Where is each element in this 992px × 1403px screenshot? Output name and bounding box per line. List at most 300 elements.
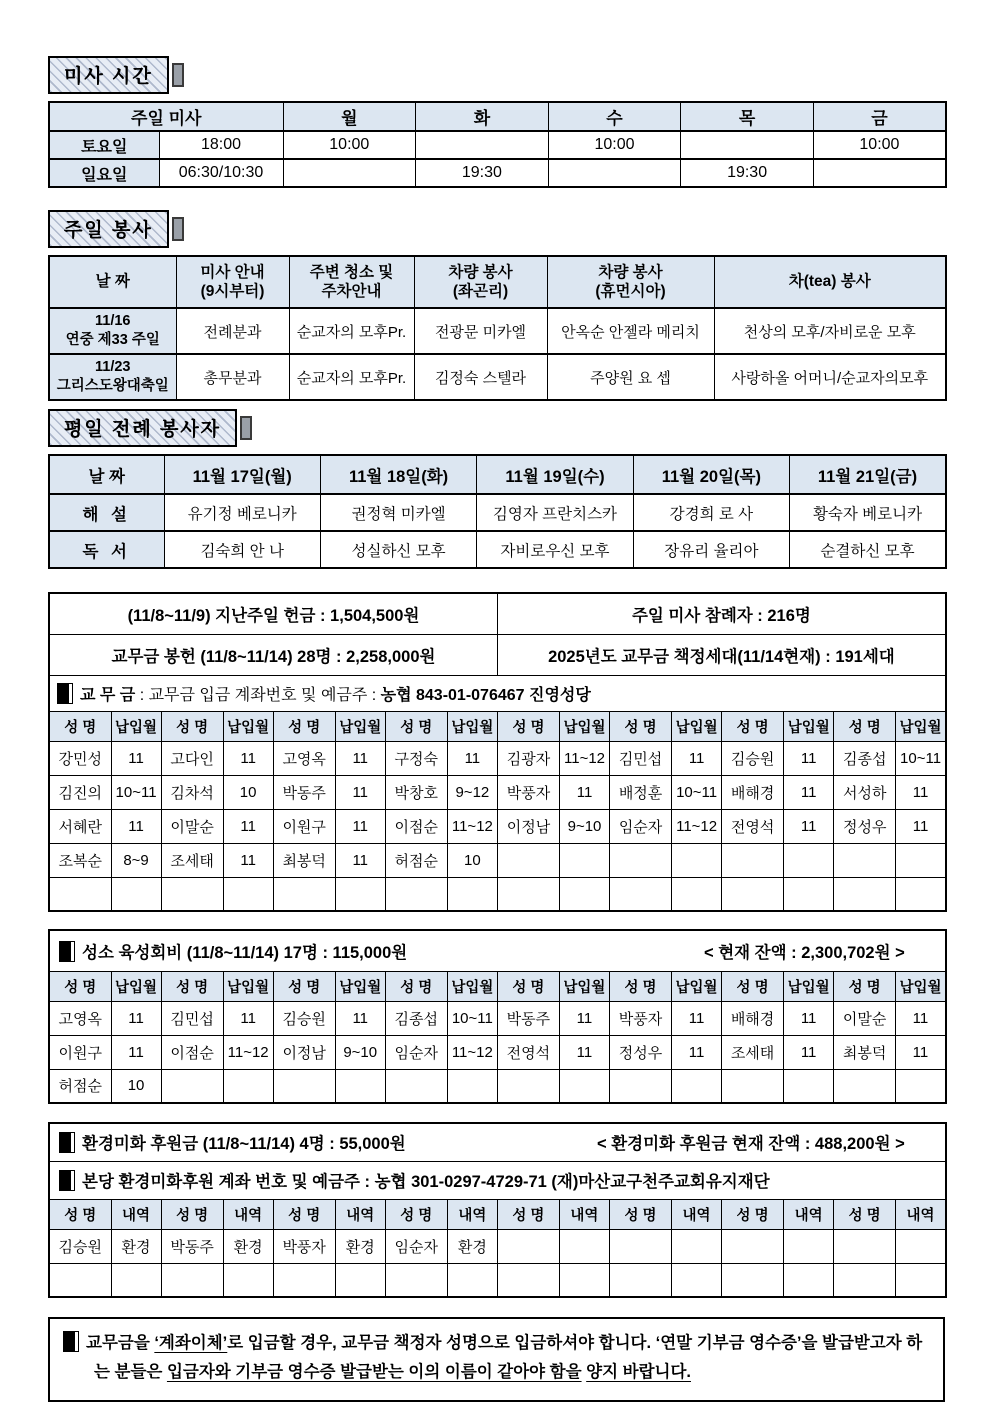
column-header-value: 내역 bbox=[447, 1199, 497, 1229]
member-value: 11 bbox=[111, 741, 161, 775]
member-name bbox=[497, 877, 559, 911]
member-value: 11 bbox=[111, 1035, 161, 1069]
mass-time-value bbox=[813, 159, 946, 187]
member-value: 11 bbox=[896, 775, 946, 809]
member-name bbox=[273, 1263, 335, 1297]
member-value: 11~12 bbox=[447, 1035, 497, 1069]
member-value: 8~9 bbox=[111, 843, 161, 877]
member-name: 강민성 bbox=[49, 741, 111, 775]
mass-time-value: 19:30 bbox=[681, 159, 814, 187]
member-row bbox=[49, 843, 946, 877]
sunday-service-row bbox=[49, 308, 946, 354]
sunday-service-badge: 주일 봉사 bbox=[48, 210, 169, 248]
member-value: 11 bbox=[335, 775, 385, 809]
column-header-name: 성 명 bbox=[722, 971, 784, 1001]
square-bullet-icon bbox=[60, 1171, 74, 1190]
column-header-value: 내역 bbox=[223, 1199, 273, 1229]
member-name: 고다인 bbox=[161, 741, 223, 775]
member-value: 10~11 bbox=[447, 1001, 497, 1035]
member-value bbox=[223, 1069, 273, 1103]
mass-attendance: 주일 미사 참례자 : 216명 bbox=[497, 593, 945, 634]
member-name bbox=[385, 1069, 447, 1103]
member-name: 박풍자 bbox=[609, 1001, 671, 1035]
weekday-liturgy-row bbox=[49, 531, 946, 568]
member-name bbox=[834, 877, 896, 911]
offering-summary-row-2 bbox=[49, 634, 946, 675]
service-assignment: 전광문 미카엘 bbox=[414, 308, 547, 354]
member-name bbox=[497, 1069, 559, 1103]
member-value bbox=[223, 877, 273, 911]
column-header: 미사 안내 (9시부터) bbox=[176, 256, 289, 308]
member-name: 배정훈 bbox=[610, 775, 672, 809]
member-value: 10 bbox=[223, 775, 273, 809]
service-assignment: 총무분과 bbox=[176, 354, 289, 400]
mass-time-value bbox=[548, 159, 681, 187]
section-header-mass-time bbox=[48, 56, 945, 94]
volunteer-name: 유기정 베로니카 bbox=[164, 494, 320, 531]
member-name: 임순자 bbox=[610, 809, 672, 843]
member-name: 구정숙 bbox=[385, 741, 447, 775]
member-value bbox=[671, 1263, 721, 1297]
column-header-value: 납입월 bbox=[111, 971, 161, 1001]
member-name bbox=[273, 1069, 335, 1103]
vocation-fund-balance: < 현재 잔액 : 2,300,702원 > bbox=[703, 943, 905, 962]
environment-fund-title-row bbox=[49, 1123, 946, 1161]
vocation-fund-summary: 성소 육성회비 (11/8~11/14) 17명 : 115,000원 bbox=[60, 939, 407, 963]
member-name: 김승원 bbox=[273, 1001, 335, 1035]
column-header-value: 내역 bbox=[335, 1199, 385, 1229]
note-segment: ‘계좌이체’ bbox=[154, 1334, 228, 1352]
offering-column-header-row bbox=[49, 711, 946, 741]
member-value bbox=[671, 1069, 721, 1103]
member-row bbox=[49, 1035, 946, 1069]
member-value: 환경 bbox=[111, 1229, 161, 1263]
weekday-liturgy-header-row bbox=[49, 455, 946, 494]
member-value: 환경 bbox=[447, 1229, 497, 1263]
column-header-weekday: 11월 17일(월) bbox=[164, 455, 320, 494]
member-name: 이정남 bbox=[497, 809, 559, 843]
member-name bbox=[609, 1229, 671, 1263]
member-row bbox=[49, 809, 946, 843]
volunteer-name: 권정혁 미카엘 bbox=[320, 494, 476, 531]
environment-account-number: 본당 환경미화후원 계좌 번호 및 예금주 : 농협 301-0297-4729-71 (재)마산교구천주교회유지재단 bbox=[82, 1173, 770, 1191]
member-name: 허점순 bbox=[385, 843, 447, 877]
member-value: 11 bbox=[111, 1001, 161, 1035]
dues-account-title: 교 무 금 bbox=[80, 686, 136, 704]
column-header-value: 납입월 bbox=[223, 971, 273, 1001]
dues-account-row bbox=[49, 675, 946, 711]
column-header-name: 성 명 bbox=[609, 971, 671, 1001]
member-name bbox=[609, 1069, 671, 1103]
column-header-weekday: 11월 18일(화) bbox=[320, 455, 476, 494]
member-name: 전영석 bbox=[722, 809, 784, 843]
member-name bbox=[161, 877, 223, 911]
column-header: 날 짜 bbox=[49, 256, 176, 308]
column-header-value: 납입월 bbox=[447, 711, 497, 741]
badge-tab-decoration bbox=[172, 63, 184, 87]
volunteer-name: 김숙희 안 나 bbox=[164, 531, 320, 568]
column-header-name: 성 명 bbox=[497, 1199, 559, 1229]
member-name bbox=[161, 1263, 223, 1297]
square-bullet-icon bbox=[60, 942, 74, 961]
member-value: 11 bbox=[896, 809, 946, 843]
square-bullet-icon bbox=[58, 684, 72, 703]
member-value: 11 bbox=[223, 843, 273, 877]
member-value bbox=[896, 843, 946, 877]
member-value bbox=[784, 1229, 834, 1263]
vocation-column-header-row bbox=[49, 971, 946, 1001]
member-value bbox=[784, 843, 834, 877]
member-value bbox=[784, 1263, 834, 1297]
weekday-liturgy-badge: 평일 전례 봉사자 bbox=[48, 409, 237, 447]
service-assignment: 사랑하올 어머니/순교자의모후 bbox=[714, 354, 946, 400]
member-value bbox=[896, 1229, 946, 1263]
member-name bbox=[497, 1263, 559, 1297]
member-name: 박풍자 bbox=[497, 775, 559, 809]
member-value: 11~12 bbox=[223, 1035, 273, 1069]
column-header-name: 성 명 bbox=[610, 711, 672, 741]
sunday-service-header-row bbox=[49, 256, 946, 308]
member-value bbox=[335, 1263, 385, 1297]
column-header-value: 납입월 bbox=[223, 711, 273, 741]
member-name: 이정남 bbox=[273, 1035, 335, 1069]
sunday-service-table bbox=[48, 255, 947, 401]
square-bullet-icon bbox=[64, 1332, 78, 1351]
column-header-name: 성 명 bbox=[273, 711, 335, 741]
note-segment: 입금자와 기부금 영수증 발급받는 이의 이름이 같아야 함을 bbox=[166, 1363, 582, 1382]
environment-account-row bbox=[49, 1161, 946, 1199]
service-assignment: 주양원 요 셉 bbox=[547, 354, 714, 400]
square-bullet-icon bbox=[60, 1133, 74, 1152]
dues-offering: 교무금 봉헌 (11/8~11/14) 28명 : 2,258,000원 bbox=[49, 634, 497, 675]
member-value bbox=[447, 877, 497, 911]
member-value: 11 bbox=[223, 1001, 273, 1035]
volunteer-name: 김영자 프란치스카 bbox=[477, 494, 633, 531]
member-name bbox=[610, 877, 672, 911]
member-value: 11 bbox=[335, 809, 385, 843]
member-name: 허점순 bbox=[49, 1069, 111, 1103]
mass-time-row bbox=[49, 159, 946, 187]
footer-notice-box bbox=[48, 1317, 945, 1402]
column-header-name: 성 명 bbox=[273, 971, 335, 1001]
service-assignment: 안옥순 안젤라 메리치 bbox=[547, 308, 714, 354]
column-header-name: 성 명 bbox=[497, 971, 559, 1001]
member-value bbox=[335, 1069, 385, 1103]
member-value bbox=[896, 1263, 946, 1297]
column-header-name: 성 명 bbox=[385, 971, 447, 1001]
column-header-name: 성 명 bbox=[834, 971, 896, 1001]
member-value bbox=[896, 1069, 946, 1103]
member-value bbox=[896, 877, 946, 911]
mass-time-value: 10:00 bbox=[283, 131, 416, 159]
column-header-friday: 금 bbox=[813, 102, 946, 131]
member-name: 박창호 bbox=[385, 775, 447, 809]
last-week-offering: (11/8~11/9) 지난주일 헌금 : 1,504,500원 bbox=[49, 593, 497, 634]
note-segment: 로 입금할 경우, 교무금 책정자 성명으로 입금하셔야 합니다. ‘연말 기부금 영수증’을 발급받고자 하는 분들은 bbox=[94, 1334, 923, 1382]
member-name: 배해경 bbox=[722, 1001, 784, 1035]
member-name bbox=[49, 1263, 111, 1297]
column-header-value: 납입월 bbox=[896, 971, 946, 1001]
member-name: 서성하 bbox=[834, 775, 896, 809]
member-name: 조복순 bbox=[49, 843, 111, 877]
column-header-thursday: 목 bbox=[681, 102, 814, 131]
member-name: 배해경 bbox=[722, 775, 784, 809]
member-value: 11 bbox=[784, 809, 834, 843]
member-value bbox=[559, 1069, 609, 1103]
member-value bbox=[672, 843, 722, 877]
column-header-value: 납입월 bbox=[335, 971, 385, 1001]
service-date: 11/16 연중 제33 주일 bbox=[49, 308, 176, 354]
member-value: 11~12 bbox=[559, 741, 609, 775]
badge-tab-decoration bbox=[172, 217, 184, 241]
member-value: 환경 bbox=[335, 1229, 385, 1263]
member-value: 11 bbox=[671, 1001, 721, 1035]
member-value bbox=[671, 1229, 721, 1263]
member-name: 박동주 bbox=[497, 1001, 559, 1035]
member-name bbox=[609, 1263, 671, 1297]
mass-time-badge: 미사 시간 bbox=[48, 56, 169, 94]
volunteer-name: 자비로우신 모후 bbox=[477, 531, 633, 568]
member-value: 10 bbox=[447, 843, 497, 877]
mass-time-value bbox=[416, 131, 549, 159]
column-header-value: 납입월 bbox=[784, 971, 834, 1001]
column-header-value: 내역 bbox=[111, 1199, 161, 1229]
member-name bbox=[161, 1069, 223, 1103]
column-header-name: 성 명 bbox=[497, 711, 559, 741]
member-name: 이원구 bbox=[273, 809, 335, 843]
column-header-value: 납입월 bbox=[672, 711, 722, 741]
column-header-value: 납입월 bbox=[559, 971, 609, 1001]
mass-time-value: 06:30/10:30 bbox=[159, 159, 283, 187]
vocation-fund-title bbox=[49, 930, 946, 971]
member-name: 임순자 bbox=[385, 1035, 447, 1069]
member-name bbox=[722, 1229, 784, 1263]
member-value bbox=[784, 877, 834, 911]
member-name: 김승원 bbox=[49, 1229, 111, 1263]
member-name: 고영옥 bbox=[49, 1001, 111, 1035]
section-header-sunday-service bbox=[48, 210, 945, 248]
member-value: 11 bbox=[784, 1001, 834, 1035]
vocation-fund-table bbox=[48, 929, 947, 1104]
column-header-name: 성 명 bbox=[161, 711, 223, 741]
footer-notice-text bbox=[64, 1329, 931, 1388]
member-name bbox=[722, 1263, 784, 1297]
member-value bbox=[111, 877, 161, 911]
member-value: 11 bbox=[223, 809, 273, 843]
member-value: 9~12 bbox=[447, 775, 497, 809]
member-value: 11 bbox=[672, 741, 722, 775]
service-assignment: 천상의 모후/자비로운 모후 bbox=[714, 308, 946, 354]
member-value: 10~11 bbox=[672, 775, 722, 809]
note-segment: 양지 바랍니다. bbox=[586, 1363, 691, 1382]
member-name bbox=[722, 843, 784, 877]
member-value bbox=[447, 1069, 497, 1103]
environment-column-header-row bbox=[49, 1199, 946, 1229]
member-value bbox=[559, 1263, 609, 1297]
member-row bbox=[49, 1001, 946, 1035]
column-header-value: 납입월 bbox=[111, 711, 161, 741]
member-name bbox=[385, 877, 447, 911]
column-header-value: 내역 bbox=[559, 1199, 609, 1229]
note-segment: 교무금을 bbox=[86, 1334, 155, 1352]
member-value: 11 bbox=[559, 1035, 609, 1069]
mass-time-value: 19:30 bbox=[416, 159, 549, 187]
mass-time-value: 10:00 bbox=[548, 131, 681, 159]
member-value bbox=[447, 1263, 497, 1297]
member-name: 김민섭 bbox=[161, 1001, 223, 1035]
member-value: 11 bbox=[335, 741, 385, 775]
badge-tab-decoration bbox=[240, 416, 252, 440]
column-header: 주변 청소 및 주차안내 bbox=[289, 256, 414, 308]
member-value bbox=[559, 1229, 609, 1263]
day-label: 일요일 bbox=[49, 159, 159, 187]
member-name: 김진의 bbox=[49, 775, 111, 809]
section-header-weekday-liturgy bbox=[48, 409, 945, 447]
member-name: 김종섭 bbox=[385, 1001, 447, 1035]
member-name bbox=[722, 1069, 784, 1103]
member-value: 11 bbox=[784, 1035, 834, 1069]
member-name bbox=[385, 1263, 447, 1297]
column-header-value: 내역 bbox=[896, 1199, 946, 1229]
column-header-weekday: 11월 20일(목) bbox=[633, 455, 789, 494]
member-name: 김승원 bbox=[722, 741, 784, 775]
weekday-liturgy-row bbox=[49, 494, 946, 531]
member-name: 김차석 bbox=[161, 775, 223, 809]
column-header-monday: 월 bbox=[283, 102, 416, 131]
role-label: 해 설 bbox=[49, 494, 164, 531]
member-row bbox=[49, 775, 946, 809]
column-header-name: 성 명 bbox=[834, 711, 896, 741]
dues-account-mid: : 교무금 입금 계좌번호 및 예금주 : bbox=[135, 686, 381, 704]
column-header-name: 성 명 bbox=[385, 711, 447, 741]
column-header: 차량 봉사 (좌곤리) bbox=[414, 256, 547, 308]
member-name bbox=[273, 877, 335, 911]
column-header-value: 납입월 bbox=[559, 711, 609, 741]
dues-households: 2025년도 교무금 책정세대(11/14현재) : 191세대 bbox=[497, 634, 945, 675]
column-header-date: 날 짜 bbox=[49, 455, 164, 494]
mass-time-value bbox=[681, 131, 814, 159]
mass-time-value: 18:00 bbox=[159, 131, 283, 159]
service-assignment: 전례분과 bbox=[176, 308, 289, 354]
member-value: 10~11 bbox=[896, 741, 946, 775]
vocation-fund-title-row bbox=[49, 930, 946, 971]
service-assignment: 순교자의 모후Pr. bbox=[289, 354, 414, 400]
day-label: 토요일 bbox=[49, 131, 159, 159]
service-assignment: 김정숙 스텔라 bbox=[414, 354, 547, 400]
environment-fund-summary: 환경미화 후원금 (11/8~11/14) 4명 : 55,000원 bbox=[60, 1130, 406, 1154]
column-header-weekday: 11월 19일(수) bbox=[477, 455, 633, 494]
column-header-name: 성 명 bbox=[273, 1199, 335, 1229]
volunteer-name: 장유리 율리아 bbox=[633, 531, 789, 568]
column-header-tuesday: 화 bbox=[416, 102, 549, 131]
column-header-name: 성 명 bbox=[609, 1199, 671, 1229]
member-name: 김광자 bbox=[497, 741, 559, 775]
service-date: 11/23 그리스도왕대축일 bbox=[49, 354, 176, 400]
member-name: 조세태 bbox=[722, 1035, 784, 1069]
environment-fund-table bbox=[48, 1122, 947, 1298]
member-value bbox=[335, 877, 385, 911]
member-value: 10~11 bbox=[111, 775, 161, 809]
member-value bbox=[672, 877, 722, 911]
environment-account-info bbox=[49, 1161, 946, 1199]
member-name bbox=[49, 877, 111, 911]
column-header-sunday-mass: 주일 미사 bbox=[49, 102, 283, 131]
member-value: 9~10 bbox=[335, 1035, 385, 1069]
column-header-weekday: 11월 21일(금) bbox=[790, 455, 946, 494]
member-value: 11 bbox=[559, 775, 609, 809]
column-header-name: 성 명 bbox=[49, 1199, 111, 1229]
member-value: 11 bbox=[335, 843, 385, 877]
member-name: 이말순 bbox=[161, 809, 223, 843]
member-name: 전영석 bbox=[497, 1035, 559, 1069]
mass-time-table bbox=[48, 101, 947, 188]
column-header-name: 성 명 bbox=[834, 1199, 896, 1229]
member-name bbox=[834, 843, 896, 877]
volunteer-name: 순결하신 모후 bbox=[790, 531, 946, 568]
member-name: 김종섭 bbox=[834, 741, 896, 775]
member-name bbox=[834, 1069, 896, 1103]
member-row bbox=[49, 877, 946, 911]
mass-time-value: 10:00 bbox=[813, 131, 946, 159]
column-header-value: 내역 bbox=[784, 1199, 834, 1229]
dues-account-number: 농협 843-01-076467 진영성당 bbox=[380, 686, 591, 704]
member-name bbox=[610, 843, 672, 877]
column-header-wednesday: 수 bbox=[548, 102, 681, 131]
member-name: 임순자 bbox=[385, 1229, 447, 1263]
dues-account-info bbox=[49, 675, 946, 711]
environment-fund-title bbox=[49, 1123, 946, 1161]
offering-summary-row-1 bbox=[49, 593, 946, 634]
member-row bbox=[49, 741, 946, 775]
member-name: 김민섭 bbox=[610, 741, 672, 775]
volunteer-name: 강경희 로 사 bbox=[633, 494, 789, 531]
member-name: 서혜란 bbox=[49, 809, 111, 843]
member-name: 최봉덕 bbox=[273, 843, 335, 877]
member-value: 11 bbox=[896, 1001, 946, 1035]
member-value bbox=[559, 843, 609, 877]
column-header-value: 납입월 bbox=[447, 971, 497, 1001]
member-name bbox=[834, 1229, 896, 1263]
member-name bbox=[722, 877, 784, 911]
member-row bbox=[49, 1229, 946, 1263]
column-header-value: 납입월 bbox=[335, 711, 385, 741]
column-header-name: 성 명 bbox=[49, 711, 111, 741]
member-value: 11 bbox=[896, 1035, 946, 1069]
member-row bbox=[49, 1263, 946, 1297]
member-value: 11 bbox=[671, 1035, 721, 1069]
member-name: 조세태 bbox=[161, 843, 223, 877]
volunteer-name: 성실하신 모후 bbox=[320, 531, 476, 568]
member-value: 10 bbox=[111, 1069, 161, 1103]
member-value bbox=[559, 877, 609, 911]
member-name: 박동주 bbox=[273, 775, 335, 809]
column-header-value: 내역 bbox=[671, 1199, 721, 1229]
member-value: 11 bbox=[111, 809, 161, 843]
member-value bbox=[111, 1263, 161, 1297]
member-name: 최봉덕 bbox=[834, 1035, 896, 1069]
column-header-value: 납입월 bbox=[784, 711, 834, 741]
member-name: 이점순 bbox=[161, 1035, 223, 1069]
member-value: 11~12 bbox=[672, 809, 722, 843]
column-header: 차량 봉사 (휴먼시아) bbox=[547, 256, 714, 308]
service-assignment: 순교자의 모후Pr. bbox=[289, 308, 414, 354]
column-header-name: 성 명 bbox=[385, 1199, 447, 1229]
column-header: 차(tea) 봉사 bbox=[714, 256, 946, 308]
member-name bbox=[497, 1229, 559, 1263]
member-name bbox=[834, 1263, 896, 1297]
column-header-name: 성 명 bbox=[161, 971, 223, 1001]
weekday-liturgy-table bbox=[48, 454, 947, 569]
